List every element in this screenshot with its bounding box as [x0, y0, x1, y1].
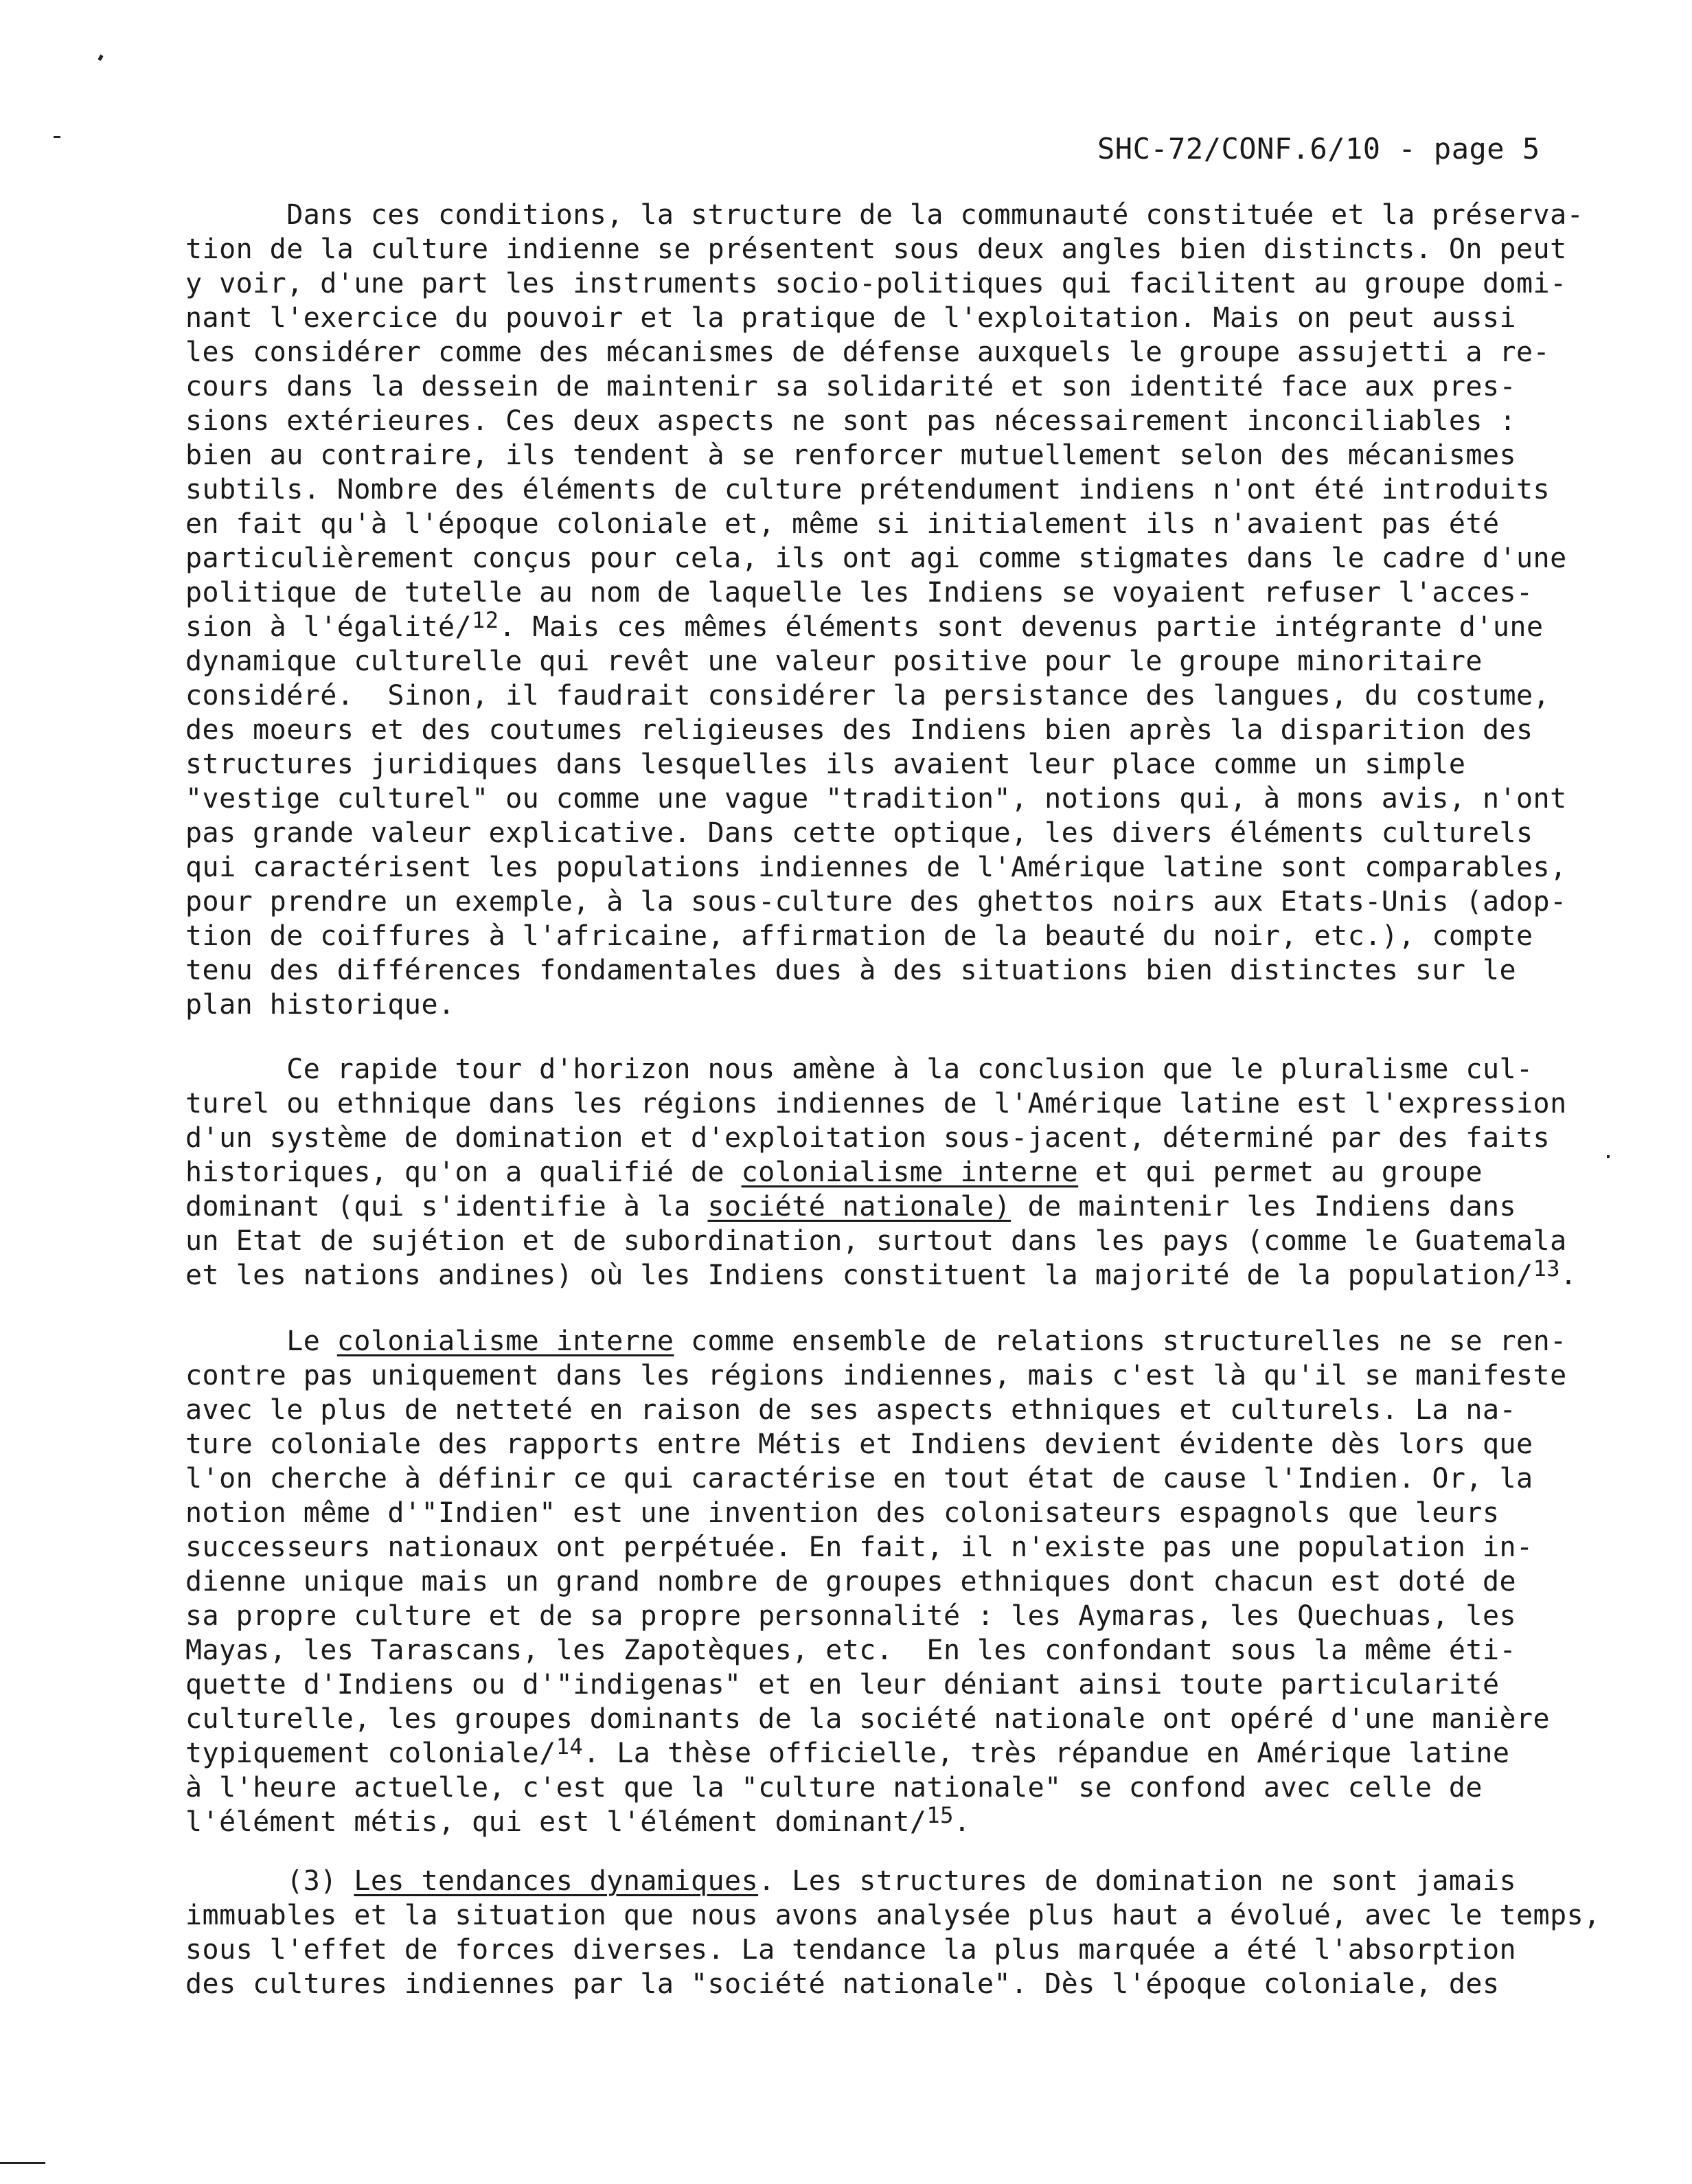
text-line: pas grande valeur explicative. Dans cette optique, les divers éléments culturels	[185, 817, 1533, 849]
text-line: ture coloniale des rapports entre Métis et Indiens devient évidente dès lors que	[185, 1429, 1533, 1460]
text-line: sa propre culture et de sa propre personnalité : les Aymaras, les Quechuas, les	[185, 1600, 1517, 1632]
text-line: à l'heure actuelle, c'est que la "culture nationale" se confond avec celle de	[185, 1772, 1483, 1804]
text-line: en fait qu'à l'époque coloniale et, même si initialement ils n'avaient pas été	[185, 508, 1500, 540]
text-line: turel ou ethnique dans les régions indiennes de l'Amérique latine est l'expression	[185, 1088, 1567, 1119]
text-line: un Etat de sujétion et de subordination, surtout dans les pays (comme le Guatemala	[185, 1225, 1567, 1257]
text-line: sions extérieures. Ces deux aspects ne sont pas nécessairement inconciliables :	[185, 405, 1517, 437]
stray-mark	[54, 136, 60, 138]
text-line: quette d'Indiens ou d'"indigenas" et en leur déniant ainsi toute particularité	[185, 1669, 1500, 1700]
text-line: politique de tutelle au nom de laquelle les Indiens se voyaient refuser l'acces-	[185, 577, 1533, 608]
text-line: culturelle, les groupes dominants de la société nationale ont opéré d'une manière	[185, 1703, 1551, 1735]
page-reference: SHC-72/CONF.6/10 - page 5	[1097, 132, 1540, 166]
text-line: d'un système de domination et d'exploitation sous-jacent, déterminé par des faits	[185, 1122, 1551, 1154]
text-line: dienne unique mais un grand nombre de groupes ethniques dont chacun est doté de	[185, 1566, 1517, 1597]
text-line: immuables et la situation que nous avons analysée plus haut a évolué, avec le temps,	[185, 1900, 1601, 1931]
stray-mark	[0, 2162, 45, 2164]
text-line: tion de la culture indienne se présentent sous deux angles bien distincts. On peut	[185, 234, 1567, 265]
text-line: tenu des différences fondamentales dues à des situations bien distinctes sur le	[185, 955, 1517, 986]
text-line: et les nations andines) où les Indiens constituent la majorité de la population/$^{13}$.	[185, 1255, 1577, 1291]
text-line: l'élément métis, qui est l'élément dominant/$^{15}$.	[185, 1802, 971, 1838]
stray-mark	[1607, 1155, 1610, 1158]
text-line: structures juridiques dans lesquelles ils avaient leur place comme un simple	[185, 749, 1466, 780]
text-line: sion à l'égalité/$^{12}$. Mais ces mêmes éléments sont devenus partie intégrante d'une	[185, 607, 1544, 643]
text-line: qui caractérisent les populations indiennes de l'Amérique latine sont comparables,	[185, 852, 1567, 883]
text-line: y voir, d'une part les instruments socio-politiques qui facilitent au groupe domi-	[185, 268, 1567, 299]
text-line: des cultures indiennes par la "société nationale". Dès l'époque coloniale, des	[185, 1968, 1500, 2000]
paragraph-pluralism	[185, 1052, 1577, 1293]
text-line: contre pas uniquement dans les régions indiennes, mais c'est là qu'il se manifeste	[185, 1360, 1567, 1391]
text-line: avec le plus de netteté en raison de ses aspects ethniques et culturels. La na-	[185, 1394, 1517, 1426]
text-line: des moeurs et des coutumes religieuses des Indiens bien après la disparition des	[185, 714, 1533, 746]
text-line: Le colonialisme interne comme ensemble de relations structurelles ne se ren-	[185, 1326, 1567, 1357]
text-line: "vestige culturel" ou comme une vague "tradition", notions qui, à mons avis, n'ont	[185, 783, 1567, 815]
text-line: nant l'exercice du pouvoir et la pratique de l'exploitation. Mais on peut aussi	[185, 302, 1517, 334]
text-line: cours dans la dessein de maintenir sa solidarité et son identité face aux pres-	[185, 371, 1517, 402]
text-line: tion de coiffures à l'africaine, affirmation de la beauté du noir, etc.), compte	[185, 920, 1533, 952]
text-line: notion même d'"Indien" est une invention des colonisateurs espagnols que leurs	[185, 1497, 1500, 1529]
stray-mark	[98, 54, 103, 60]
text-line: typiquement coloniale/$^{14}$. La thèse officielle, très répandue en Amérique latine	[185, 1733, 1510, 1769]
text-line: Dans ces conditions, la structure de la communauté constituée et la préserva-	[185, 199, 1584, 231]
text-line: Ce rapide tour d'horizon nous amène à la conclusion que le pluralisme cul-	[185, 1054, 1533, 1085]
text-line: pour prendre un exemple, à la sous-culture des ghettos noirs aux Etats-Unis (adop-	[185, 886, 1567, 918]
paragraph-structure	[185, 198, 1584, 1022]
text-line: bien au contraire, ils tendent à se renforcer mutuellement selon des mécanismes	[185, 440, 1517, 471]
text-line: les considérer comme des mécanismes de défense auxquels le groupe assujetti a re-	[185, 337, 1551, 368]
text-line: historiques, qu'on a qualifié de colonialisme interne et qui permet au groupe	[185, 1157, 1483, 1188]
text-line: successeurs nationaux ont perpétuée. En fait, il n'existe pas une population in-	[185, 1532, 1533, 1563]
paragraph-internal-colonialism	[185, 1324, 1567, 1839]
paragraph-dynamic-trends	[185, 1864, 1601, 2001]
text-line: dominant (qui s'identifie à la société nationale) de maintenir les Indiens dans	[185, 1191, 1517, 1222]
text-line: (3) Les tendances dynamiques. Les structures de domination ne sont jamais	[185, 1865, 1517, 1897]
text-line: plan historique.	[185, 989, 455, 1021]
text-line: dynamique culturelle qui revêt une valeur positive pour le groupe minoritaire	[185, 646, 1483, 677]
text-line: considéré. Sinon, il faudrait considérer la persistance des langues, du costume,	[185, 680, 1551, 712]
text-line: Mayas, les Tarascans, les Zapotèques, etc. En les confondant sous la même éti-	[185, 1635, 1517, 1666]
text-line: subtils. Nombre des éléments de culture prétendument indiens n'ont été introduits	[185, 474, 1551, 505]
text-line: particulièrement conçus pour cela, ils ont agi comme stigmates dans le cadre d'une	[185, 543, 1567, 574]
text-line: l'on cherche à définir ce qui caractérise en tout état de cause l'Indien. Or, la	[185, 1463, 1533, 1494]
text-line: sous l'effet de forces diverses. La tendance la plus marquée a été l'absorption	[185, 1934, 1517, 1966]
